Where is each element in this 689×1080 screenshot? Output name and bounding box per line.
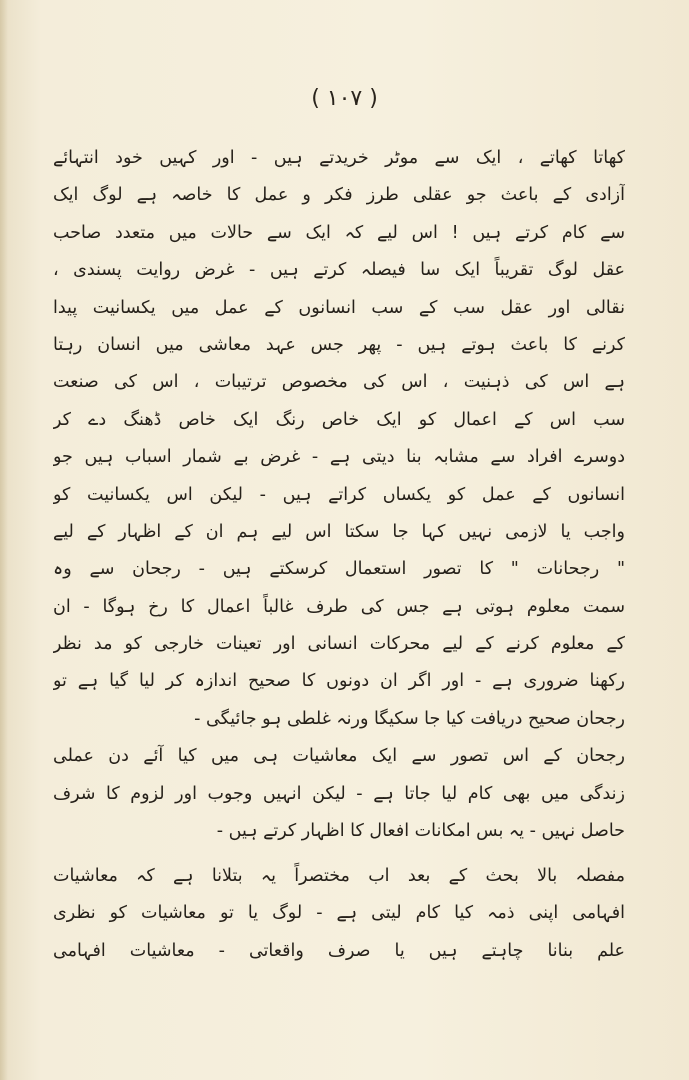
text-line: مفصلہ بالا بحث کے بعد اب مختصراً یہ بتلانا ہے کہ معاشیات <box>53 866 625 886</box>
text-line: رجحان صحیح دریافت کیا جا سکیگا ورنہ غلطی ہو جائیگی - <box>194 708 625 729</box>
text-line: سب اس کے اعمال کو ایک خاص رنگ ایک خاص ڈھنگ دے کر <box>53 409 625 430</box>
text-line: آزادی کے باعث جو عقلی طرز فکر و عمل کا خاصہ ہے لوگ ایک <box>53 185 625 206</box>
text-line: عقل لوگ تقریباً ایک سا فیصلہ کرتے ہیں - غرض روایت پسندی ، <box>53 260 625 281</box>
text-line: ہے اس کی ذہنیت ، اس کی مخصوص ترتیبات ، اس کی صنعت <box>53 372 625 393</box>
text-line: نقالی اور عقل سب کے سب انسانوں کے عمل میں یکسانیت پیدا <box>53 297 625 318</box>
text-line: افہامی اپنی ذمہ کیا کام لیتی ہے - لوگ یا تو معاشیات کو نظری <box>53 903 625 924</box>
text-line: کے معلوم کرنے کے لیے محرکات انسانی اور تعینات خارجی کو مد نظر <box>53 634 625 655</box>
text-line: سے کام کرتے ہیں ! اس لیے کہ ایک سے حالات میں متعدد صاحب <box>53 222 625 243</box>
text-line: زندگی میں بھی کام لیا جاتا ہے - لیکن انہیں وجوب اور لزوم کا شرف <box>53 783 625 804</box>
text-line: رجحان کے اس تصور سے ایک معاشیات ہی میں کیا آئے دن عملی <box>53 746 625 767</box>
paragraph-2 <box>53 858 625 970</box>
text-line: حاصل نہیں - یہ بس امکانات افعال کا اظہار کرتے ہیں - <box>216 821 625 842</box>
text-line: رکھنا ضروری ہے - اور اگر ان دونوں کا صحیح اندازہ کر لیا گیا ہے تو <box>53 671 625 692</box>
text-line: " رجحانات " کا تصور استعمال کرسکتے ہیں - رجحان سے وہ <box>53 559 625 580</box>
page-number: ( ۱۰۷ ) <box>311 86 378 111</box>
paragraph-1 <box>53 140 625 850</box>
text-line: علم بنانا چاہتے ہیں یا صرف واقعاتی - معاشیات افہامی <box>53 940 625 961</box>
text-line: دوسرے افراد سے مشابہ بنا دیتی ہے - غرض بے شمار اسباب ہیں جو <box>53 447 625 468</box>
page-edge-shadow <box>0 0 8 1080</box>
text-line: کھاتا کھاتے ، ایک سے موٹر خریدتے ہیں - اور کہیں خود انتہائے <box>53 148 625 168</box>
text-line: انسانوں کے عمل کو یکساں کراتے ہیں - لیکن اس یکسانیت کو <box>53 484 625 505</box>
text-line: کرنے کا باعث ہوتے ہیں - پھر جس عہد معاشی میں انسان رہتا <box>53 334 625 355</box>
text-line: واجب یا لازمی نہیں کہا جا سکتا اس لیے ہم ان کے اظہار کے لیے <box>53 521 625 542</box>
text-line: سمت معلوم ہوتی ہے جس کی طرف غالباً اعمال کا رخ ہوگا - ان <box>53 596 625 617</box>
